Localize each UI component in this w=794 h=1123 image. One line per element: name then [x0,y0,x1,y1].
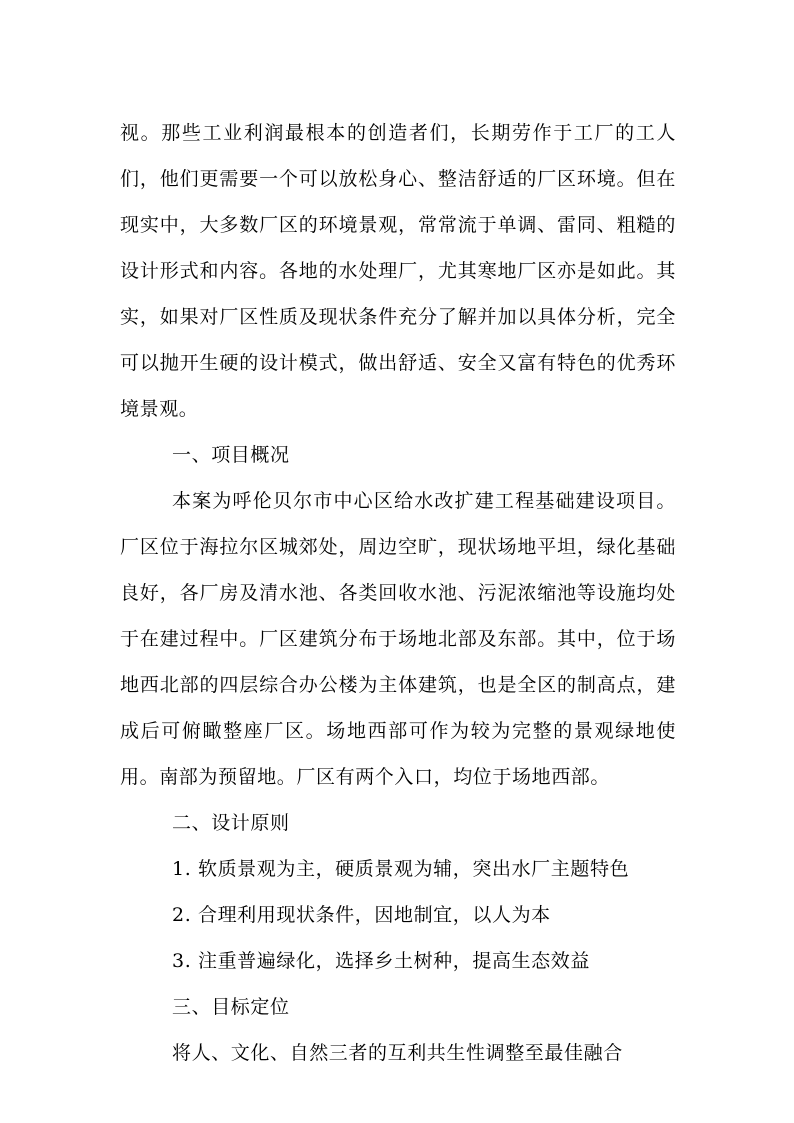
paragraph-goal-positioning: 将人、文化、自然三者的互利共生性调整至最佳融合 [172,1042,623,1064]
principle-item-2: 2. 合理利用现状条件，因地制宜，以人为本 [172,904,551,926]
principle-item-3: 3. 注重普遍绿化，选择乡土树种，提高生态效益 [172,950,590,972]
paragraph-project-overview: 本案为呼伦贝尔市中心区给水改扩建工程基础建设项目。厂区位于海拉尔区城郊处，周边空旷，现状场地平坦，绿化基础良好，各厂房及清水池、各类回收水池、污泥浓缩池等设施均处于在建过程中。厂区建筑分布于场地北部及东部。其中，位于场地西北部的四层综合办公楼为主体建筑，也是全区的制高点，建成后可俯瞰整座厂区。场地西部可作为较为完整的景观绿地使用。南部为预留地。厂区有两个入口，均位于场地西部。 [120,490,676,788]
section-heading-goal-positioning: 三、目标定位 [172,996,290,1018]
section-heading-design-principles: 二、设计原则 [172,812,290,834]
section-heading-project-overview: 一、项目概况 [172,444,290,466]
principle-item-1: 1. 软质景观为主，硬质景观为辅，突出水厂主题特色 [172,858,630,880]
document-body [120,110,676,1076]
paragraph-continued-intro: 视。那些工业利润最根本的创造者们，长期劳作于工厂的工人们，他们更需要一个可以放松身心、整洁舒适的厂区环境。但在现实中，大多数厂区的环境景观，常常流于单调、雷同、粗糙的设计形式和内容。各地的水处理厂，尤其寒地厂区亦是如此。其实，如果对厂区性质及现状条件充分了解并加以具体分析，完全可以抛开生硬的设计模式，做出舒适、安全又富有特色的优秀环境景观。 [120,122,676,420]
